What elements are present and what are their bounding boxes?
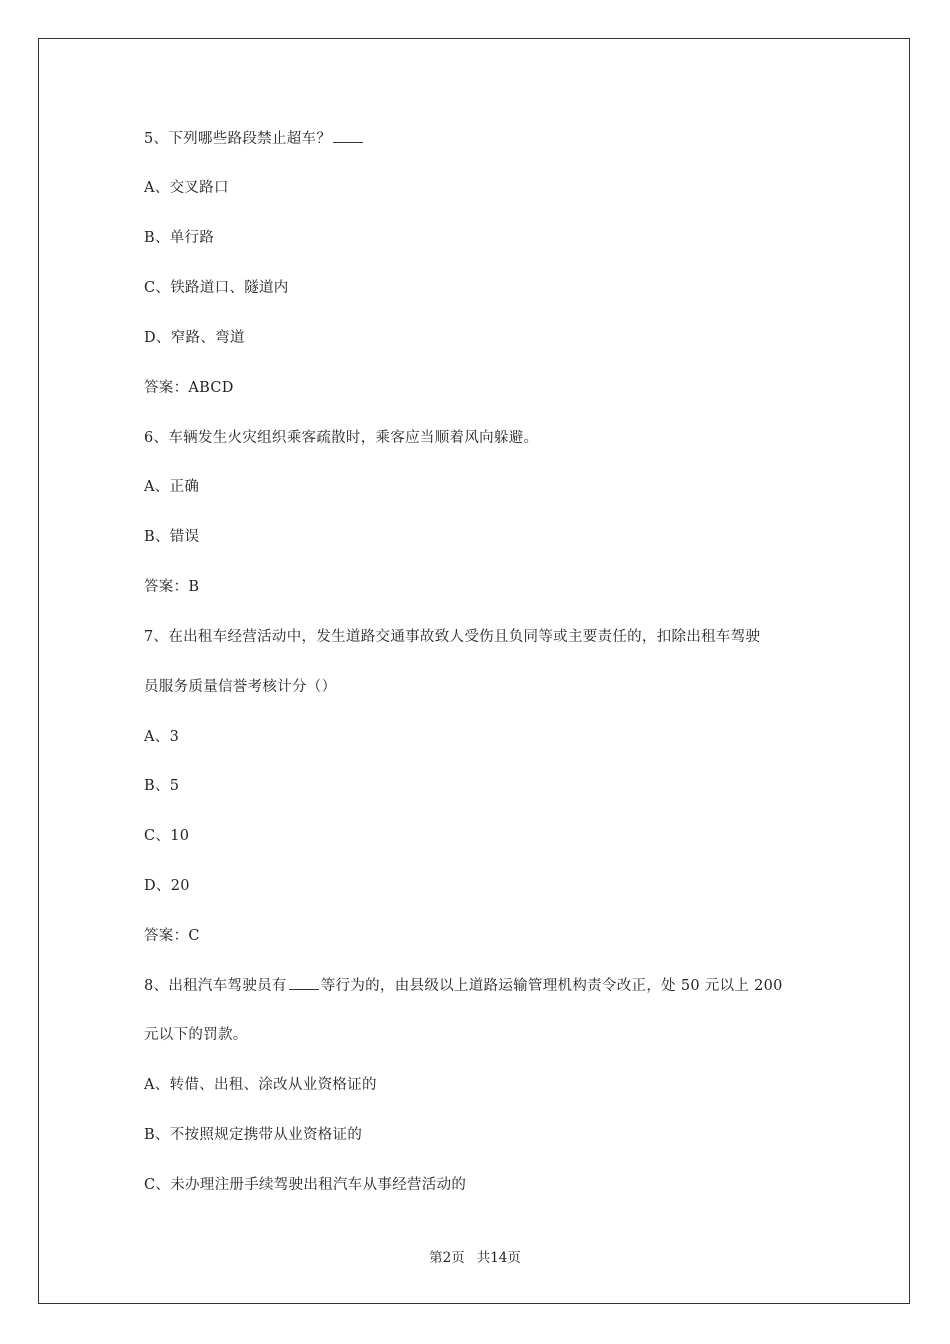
option-b: B、不按照规定携带从业资格证的 xyxy=(144,1127,363,1143)
option-d: D、窄路、弯道 xyxy=(144,330,245,346)
question-7-continued: 员服务质量信誉考核计分（） xyxy=(144,679,337,695)
option-c: C、10 xyxy=(144,828,190,844)
question-6: 6、车辆发生火灾组织乘客疏散时，乘客应当顺着风向躲避。 xyxy=(144,430,539,446)
option-b: B、5 xyxy=(144,778,180,794)
question-7: 7、在出租车经营活动中，发生道路交通事故致人受伤且负同等或主要责任的，扣除出租车驾驶 xyxy=(144,629,761,645)
option-c: C、铁路道口、隧道内 xyxy=(144,280,289,296)
option-a: A、转借、出租、涂改从业资格证的 xyxy=(144,1077,377,1093)
question-8-continued: 元以下的罚款。 xyxy=(144,1027,248,1043)
option-a: A、交叉路口 xyxy=(144,180,229,196)
answer: 答案：ABCD xyxy=(144,380,234,396)
answer-blank xyxy=(289,977,319,990)
option-b: B、错误 xyxy=(144,529,200,545)
option-a: A、3 xyxy=(144,729,180,745)
question-text-end: 等行为的，由县级以上道路运输管理机构责令改正，处 50 元以上 200 xyxy=(320,978,783,994)
option-a: A、正确 xyxy=(144,479,200,495)
option-c: C、未办理注册手续驾驶出租汽车从事经营活动的 xyxy=(144,1177,467,1193)
option-b: B、单行路 xyxy=(144,230,215,246)
page-footer xyxy=(0,1248,950,1268)
page-number: 第2页 xyxy=(429,1250,465,1266)
question-text: 5、下列哪些路段禁止超车？ xyxy=(144,131,332,147)
question-5 xyxy=(144,129,365,149)
question-8 xyxy=(144,976,783,996)
option-d: D、20 xyxy=(144,878,190,894)
answer: 答案：B xyxy=(144,579,200,595)
answer: 答案：C xyxy=(144,928,200,944)
total-pages: 共14页 xyxy=(476,1250,521,1266)
answer-blank xyxy=(333,130,363,143)
question-text-start: 8、出租汽车驾驶员有 xyxy=(144,978,287,994)
